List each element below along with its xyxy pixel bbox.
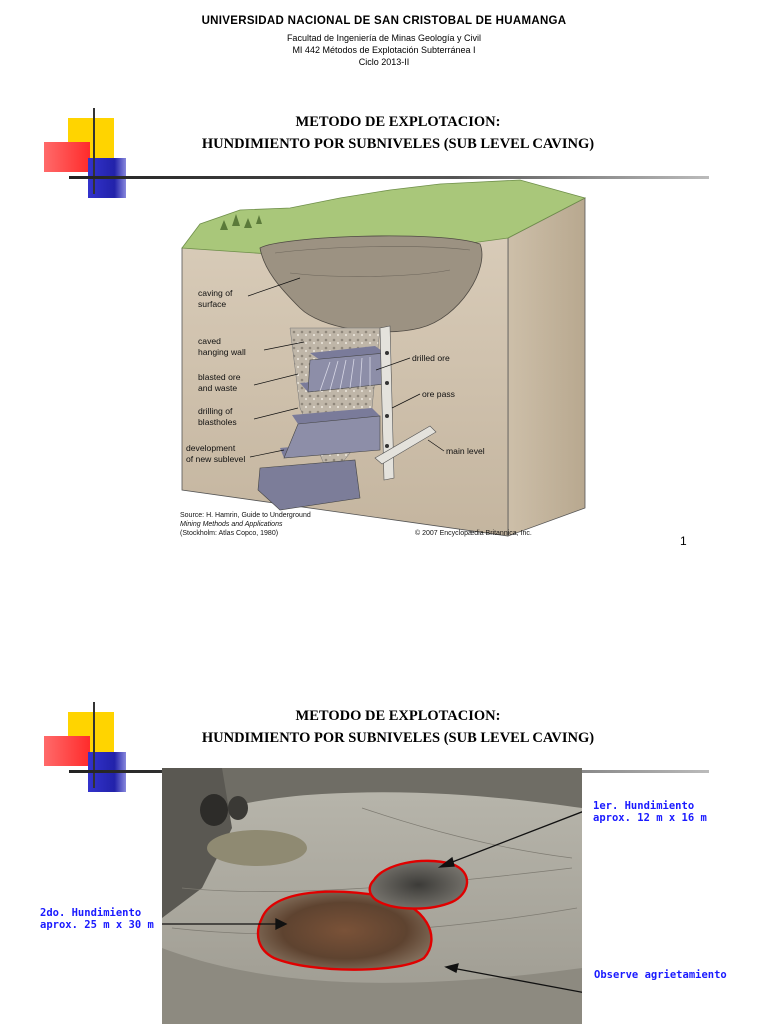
label-drilling-2: blastholes (198, 417, 237, 427)
page-number: 1 (680, 534, 687, 548)
label-caved-1: caved (198, 336, 221, 346)
label-drilled-ore: drilled ore (412, 353, 450, 363)
source-line-3: (Stockholm: Atlas Copco, 1980) (180, 530, 279, 537)
copyright: © 2007 Encyclopædia Britannica, Inc. (415, 530, 532, 537)
label-development-2: of new sublevel (186, 454, 246, 464)
annotation-second-caving: 2do. Hundimiento aprox. 25 m x 30 m (40, 907, 154, 931)
caving-site-photo (162, 768, 582, 1024)
slide-logo-2 (44, 712, 134, 794)
course-name: MI 442 Métodos de Explotación Subterránea I (292, 45, 476, 55)
cycle-label: Ciclo 2013-II (358, 57, 410, 67)
label-development-1: development (186, 443, 236, 453)
annotation-cracks: Observe agrietamiento (594, 969, 727, 981)
label-caving-2: surface (198, 299, 227, 309)
source-line-2: Mining Methods and Applications (180, 521, 283, 528)
label-blasted-1: blasted ore (198, 372, 241, 382)
label-drilling-1: drilling of (198, 406, 233, 416)
annotation-first-caving: 1er. Hundimiento aprox. 12 m x 16 m (593, 800, 707, 824)
sublevel-caving-diagram (180, 178, 588, 540)
label-ore-pass: ore pass (422, 389, 455, 399)
slide1-title-line2: HUNDIMIENTO POR SUBNIVELES (SUB LEVEL CAVING) (201, 136, 595, 152)
university-name: UNIVERSIDAD NACIONAL DE SAN CRISTOBAL DE HUAMANGA (201, 15, 567, 27)
label-caving-1: caving of (198, 288, 233, 298)
source-line-1: Source: H. Hamrin, Guide to Underground (180, 512, 311, 519)
label-caved-2: hanging wall (198, 347, 246, 357)
label-main-level: main level (446, 446, 485, 456)
slide-logo (44, 118, 134, 200)
faculty-name: Facultad de Ingeniería de Minas Geología y Civil (286, 33, 482, 43)
slide2-title-line1: METODO DE EXPLOTACION: (295, 708, 501, 724)
slide2-title-line2: HUNDIMIENTO POR SUBNIVELES (SUB LEVEL CAVING) (201, 730, 595, 746)
label-blasted-2: and waste (198, 383, 238, 393)
slide1-title-line1: METODO DE EXPLOTACION: (295, 114, 501, 130)
